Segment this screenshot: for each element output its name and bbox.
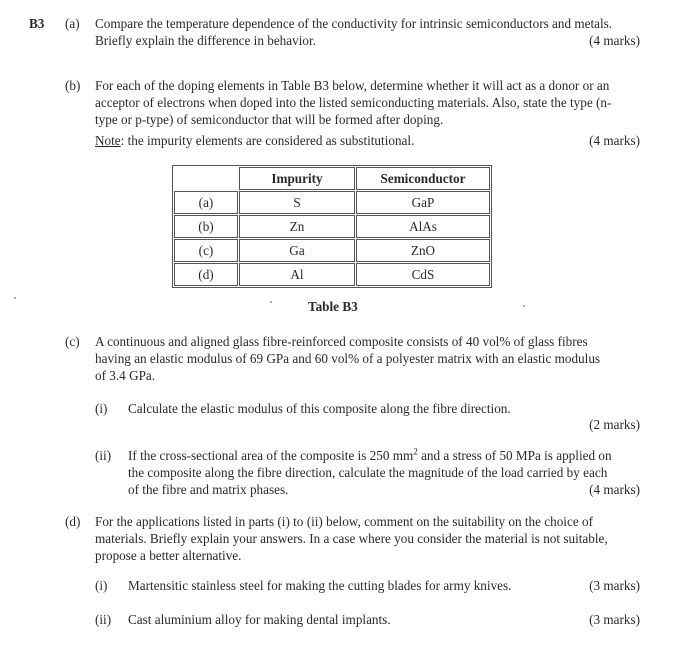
row-impurity: S [239,191,355,214]
part-c-ii-label: (ii) [95,448,112,463]
part-c-ii-line-3: of the fibre and matrix phases. [128,482,289,497]
row-label: (c) [174,239,238,262]
row-label: (b) [174,215,238,238]
row-semiconductor: ZnO [356,239,490,262]
table-b3 [172,165,492,288]
part-a-line-1: Compare the temperature dependence of the conductivity for intrinsic semiconductors and metals. [95,16,613,31]
part-d-i-marks: (3 marks) [589,578,640,593]
part-c-ii-line-1 [128,448,612,464]
part-c-ii-line-2: the composite along the fibre direction, calculate the magnitude of the load carried by each [128,465,608,480]
table-row [174,263,490,286]
part-d-i-label: (i) [95,578,108,593]
row-semiconductor: GaP [356,191,490,214]
table-header-row [174,167,490,190]
part-a-label: (a) [65,16,80,31]
note-label: Note [95,133,121,148]
row-impurity: Zn [239,215,355,238]
table-caption: Table B3 [308,299,358,314]
part-c-line-2: having an elastic modulus of 69 GPa and 60 vol% of a polyester matrix with an elastic modulus [95,351,601,366]
part-b-line-2: acceptor of electrons when doped into the listed semiconducting materials. Also, state the type (n- [95,95,612,110]
table-row [174,215,490,238]
part-c-line-1: A continuous and aligned glass fibre-reinforced composite consists of 40 vol% of glass fibres [95,334,588,349]
part-d-i-text: Martensitic stainless steel for making the cutting blades for army knives. [128,578,512,593]
part-d-line-1: For the applications listed in parts (i) to (ii) below, comment on the suitability on the choice of [95,514,593,529]
part-d-line-2: materials. Briefly explain your answers. In a case where you consider the material is not suitable, [95,531,608,546]
row-label: (a) [174,191,238,214]
part-c-i-label: (i) [95,401,108,416]
scan-speck [270,301,272,303]
part-d-label: (d) [65,514,81,529]
part-b-marks: (4 marks) [589,133,640,148]
part-d-ii-label: (ii) [95,612,112,627]
table-row [174,191,490,214]
table-header-impurity: Impurity [239,167,355,190]
part-c-ii-line-1b: and a stress of 50 MPa is applied on [417,448,612,463]
part-a-line-2: Briefly explain the difference in behavior. [95,33,316,48]
table-header-semiconductor: Semiconductor [356,167,490,190]
part-a-marks: (4 marks) [589,33,640,48]
part-b-line-1: For each of the doping elements in Table B3 below, determine whether it will act as a donor or an [95,78,610,93]
part-d-ii-marks: (3 marks) [589,612,640,627]
part-b-note [95,133,414,149]
part-c-ii-marks: (4 marks) [589,482,640,497]
note-text: : the impurity elements are considered as substitutional. [120,133,415,148]
row-impurity: Al [239,263,355,286]
row-impurity: Ga [239,239,355,262]
part-b-label: (b) [65,78,81,93]
row-semiconductor: CdS [356,263,490,286]
row-label: (d) [174,263,238,286]
part-c-label: (c) [65,334,80,349]
part-c-i-text: Calculate the elastic modulus of this composite along the fibre direction. [128,401,511,416]
table-header-blank [174,167,238,190]
part-c-ii-line-1a: If the cross-sectional area of the composite is 250 mm [128,448,414,463]
part-c-i-marks: (2 marks) [589,417,640,432]
part-b-line-3: type or p-type) of semiconductor that will be formed after doping. [95,112,444,127]
part-d-ii-text: Cast aluminium alloy for making dental implants. [128,612,391,627]
question-number: B3 [29,16,45,31]
part-d-line-3: propose a better alternative. [95,548,242,563]
row-semiconductor: AlAs [356,215,490,238]
scan-speck [523,305,525,307]
part-c-line-3: of 3.4 GPa. [95,368,156,383]
table-row [174,239,490,262]
area-unit-exponent: 2 [413,446,418,457]
scan-speck [14,297,16,299]
